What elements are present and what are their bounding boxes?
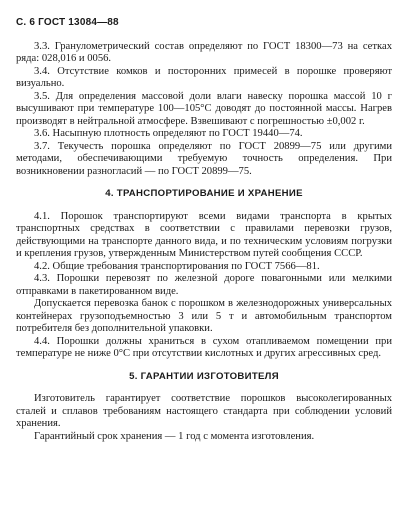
page-header: С. 6 ГОСТ 13084—88 — [16, 17, 119, 28]
paragraph-3-4: 3.4. Отсутствие комков и посторонних примесей в порошке проверяют визуально. — [16, 65, 392, 89]
paragraph-4-3-continued: Допускается перевозка банок с порошком в железнодорожных универсальных контейнерах грузоподъемностью 3 или 5 т и автомобильным транспортом потребителя без дополнительной упаковки. — [16, 298, 392, 334]
paragraph-3-6: 3.6. Насыпную плотность определяют по ГОСТ 19440—74. — [34, 128, 303, 139]
paragraph-4-4: 4.4. Порошки должны храниться в сухом отапливаемом помещении при температуре не ниже 0°С при отсутствии кислотных и других агрессивных сред. — [16, 335, 392, 359]
paragraph-3-5: 3.5. Для определения массовой доли влаги навеску порошка массой 10 г высушивают при температуре 100—105°С доводят до постоянной массы. Нагрев производят в нейтральной атмосфере. Взвешивают с погрешностью ±0,002 г. — [16, 90, 392, 127]
paragraph-5-2: Гарантийный срок хранения — 1 год с момента изготовления. — [34, 430, 315, 442]
section-4-heading: 4. ТРАНСПОРТИРОВАНИЕ И ХРАНЕНИЕ — [105, 188, 303, 199]
paragraph-4-1: 4.1. Порошок транспортируют всеми видами транспорта в крытых транспортных средствах в соответствии с правилами перевозки грузов, действующими на транспорте данного вида, и по техническим условиям погрузки и крепления грузов, утвержденным Министерством путей сообщения СССР. — [16, 210, 392, 259]
paragraph-4-2: 4.2. Общие требования транспортирования по ГОСТ 7566—81. — [34, 260, 320, 272]
paragraph-4-3: 4.3. Порошки перевозят по железной дороге повагонными или мелкими отправками в пакетированном виде. — [16, 273, 392, 297]
paragraph-3-3: 3.3. Гранулометрический состав определяют по ГОСТ 18300—73 на сетках ряда: 028,016 и 0056. — [16, 40, 392, 64]
section-5-heading: 5. ГАРАНТИИ ИЗГОТОВИТЕЛЯ — [129, 370, 279, 382]
paragraph-5-1: Изготовитель гарантирует соответствие порошков высоколегированных сталей и сплавов требованиям настоящего стандарта при соблюдении условий хранения. — [16, 393, 392, 429]
paragraph-3-7: 3.7. Текучесть порошка определяют по ГОСТ 20899—75 или другими методами, обеспечивающими требуемую точность определения. При возникновении разногласий — по ГОСТ 20899—75. — [16, 140, 392, 177]
